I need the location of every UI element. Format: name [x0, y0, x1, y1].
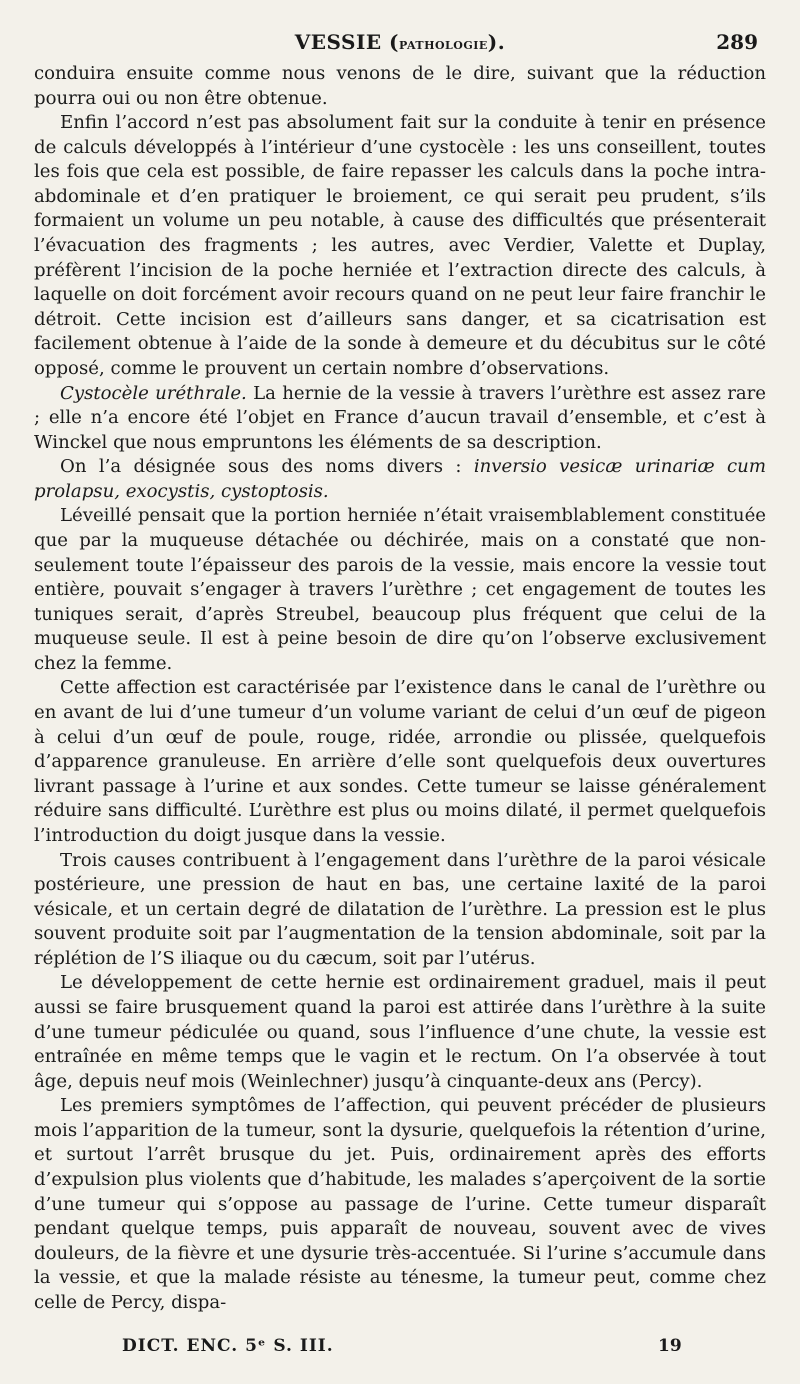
paragraph-6-text: Trois causes contribuent à l’engagement dans l’urèthre de la paroi vésicale postérieure, une pression de haut en bas, une certaine laxité de la paroi vésicale, et un certain degré de dilatation de l’urèthre. La pression est le plus souvent produite soit par l’augmentation de la tension abdominale, soit par la réplétion de l’S iliaque ou du cæcum, soit par l’utérus.	[34, 849, 766, 969]
page-number: 289	[716, 30, 758, 54]
paragraph-4-text: Léveillé pensait que la portion herniée n’était vraisemblablement constituée que par la muqueuse détachée ou déchirée, mais on a constaté que non-seulement toute l’épaisseur des parois de la vessie, mais encore la vessie tout entière, pouvait s’engager à travers l’urèthre ; cet engagement de toutes les tuniques serait, d’après Streubel, beaucoup plus fréquent que celui de la muqueuse seule. Il est à peine besoin de dire qu’on l’observe exclusivement chez la femme.	[34, 505, 766, 674]
paragraph-1-text: Enfin l’accord n’est pas absolument fait sur la conduite à tenir en présence de calculs développés à l’intérieur d’une cystocèle : les uns conseillent, toutes les fois que cela est possible, de faire repasser les calculs dans la poche intra-abdominale et d’en pratiquer le broiement, ce qui serait peu prudent, s’ils formaient un volume un peu notable, à cause des difficultés que présenterait l’évacuation des fragments ; les autres, avec Verdier, Valette et Duplay, préfèrent l’incision de la poche herniée et l’extraction directe des calculs, à laquelle on doit forcément avoir recours quand on ne peut leur faire franchir le détroit. Cette incision est d’ailleurs sans danger, et sa cicatrisation est facilement obtenue à l’aide de la sonde à demeure et du décubitus sur le côté opposé, comme le prouvent un certain nombre d’observations.	[34, 112, 766, 379]
paragraph-6	[34, 849, 766, 972]
section-heading-cystocele-urethrale: Cystocèle uréthrale.	[60, 382, 247, 404]
paragraph-1	[34, 111, 766, 381]
paragraph-5-text: Cette affection est caractérisée par l’existence dans le canal de l’urèthre ou en avant de lui d’une tumeur d’un volume variant de celui d’un œuf de pigeon à celui d’un œuf de poule, rouge, ridée, arrondie ou plissée, quelquefois d’apparence granuleuse. En arrière d’elle sont quelquefois deux ouvertures livrant passage à l’urine et aux sondes. Cette tumeur se laisse généralement réduire sans difficulté. L’urèthre est plus ou moins dilaté, il permet quelquefois l’introduction du doigt jusque dans la vessie.	[34, 677, 766, 846]
paragraph-7-text: Le développement de cette hernie est ordinairement graduel, mais il peut aussi se faire brusquement quand la paroi est attirée dans l’urèthre à la suite d’une tumeur pédiculée ou quand, sous l’influence d’une chute, la vessie est entraînée en même temps que le vagin et le rectum. On l’a observée à tout âge, depuis neuf mois (Weinlechner) jusqu’à cinquante-deux ans (Percy).	[34, 972, 766, 1092]
sheet-number: 19	[658, 1336, 682, 1356]
paragraph-2	[34, 382, 766, 456]
running-title-section: pathologie	[398, 34, 488, 53]
paragraph-3-latin-terms: inversio vesicæ urinariæ cum prolapsu, exocystis, cystoptosis.	[34, 456, 766, 502]
running-title-main: VESSIE (	[294, 30, 399, 54]
paragraph-8	[34, 1094, 766, 1315]
paragraph-0	[34, 62, 766, 111]
paragraph-7	[34, 971, 766, 1094]
running-head	[0, 30, 800, 62]
paragraph-2-text: La hernie de la vessie à travers l’urèthre est assez rare ; elle n’a encore été l’objet en France d’aucun travail d’ensemble, et c’est à Winckel que nous empruntons les éléments de sa description.	[34, 382, 766, 453]
running-title-end: ).	[487, 30, 506, 54]
printer-signature: DICT. ENC. 5ᵉ S. III.	[122, 1336, 334, 1356]
paragraph-3	[34, 455, 766, 504]
paragraph-0-text: conduira ensuite comme nous venons de le dire, suivant que la réduction pourra oui ou non être obtenue.	[34, 63, 766, 109]
paragraph-3-text: On l’a désignée sous des noms divers :	[60, 456, 474, 478]
paragraph-5	[34, 676, 766, 848]
body-text	[34, 62, 766, 1315]
paragraph-8-text: Les premiers symptômes de l’affection, qui peuvent précéder de plusieurs mois l’apparition de la tumeur, sont la dysurie, quelquefois la rétention d’urine, et surtout l’arrêt brusque du jet. Puis, ordinairement après des efforts d’expulsion plus violents que d’habitude, les malades s’aperçoivent de la sortie d’une tumeur qui s’oppose au passage de l’urine. Cette tumeur disparaît pendant quelque temps, puis apparaît de nouveau, souvent avec de vives douleurs, de la fièvre et une dysurie très-accentuée. Si l’urine s’accumule dans la vessie, et que la malade résiste au ténesme, la tumeur peut, comme chez celle de Percy, dispa-	[34, 1095, 766, 1313]
running-title	[0, 30, 800, 54]
page-footer	[0, 1336, 800, 1364]
paragraph-4	[34, 504, 766, 676]
